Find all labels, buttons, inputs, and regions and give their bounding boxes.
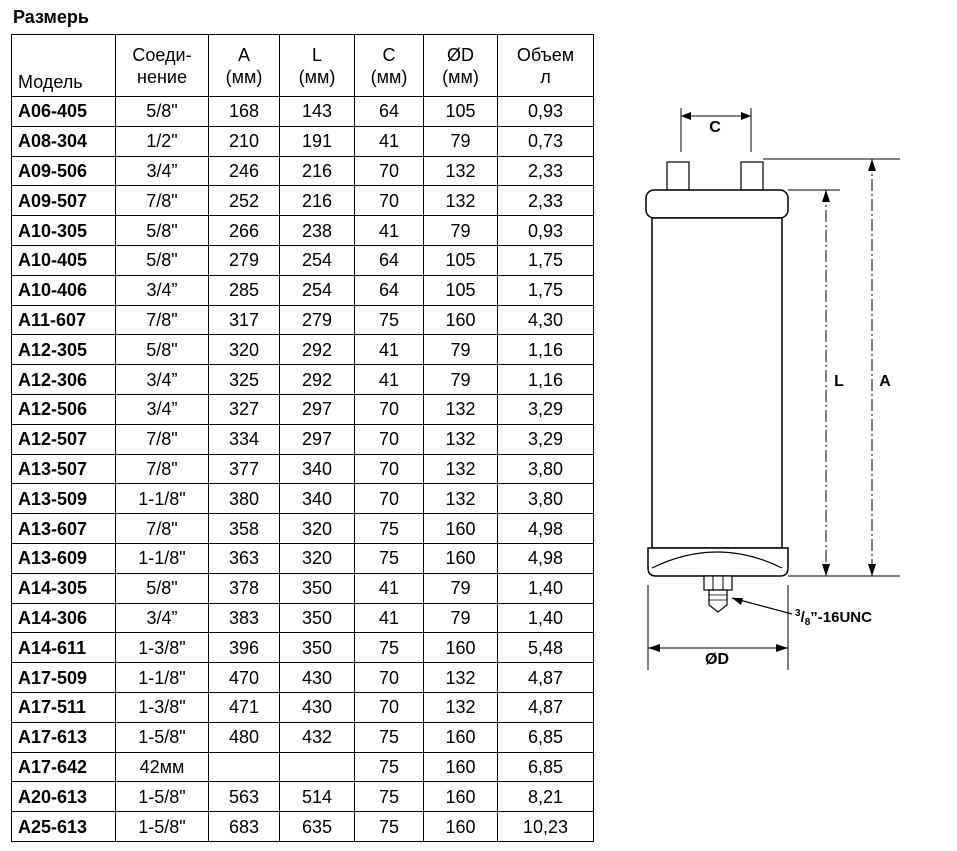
table-cell: 471 xyxy=(209,692,280,722)
model-cell: A12-305 xyxy=(12,335,116,365)
table-cell: 75 xyxy=(355,722,424,752)
table-cell: 3,29 xyxy=(498,424,594,454)
table-cell: 380 xyxy=(209,484,280,514)
model-cell: A08-304 xyxy=(12,126,116,156)
table-cell: 160 xyxy=(424,782,498,812)
table-cell: 3/4” xyxy=(116,275,209,305)
table-cell: 105 xyxy=(424,97,498,127)
table-cell: 210 xyxy=(209,126,280,156)
table-row xyxy=(12,186,594,216)
table-cell: 168 xyxy=(209,97,280,127)
table-cell: 6,85 xyxy=(498,752,594,782)
table-row xyxy=(12,663,594,693)
thread-leader-arrow xyxy=(732,598,743,605)
table-row xyxy=(12,514,594,544)
table-cell: 1-3/8" xyxy=(116,692,209,722)
table-cell: 383 xyxy=(209,603,280,633)
table-cell: 4,98 xyxy=(498,543,594,573)
table-cell: 70 xyxy=(355,663,424,693)
table-row xyxy=(12,543,594,573)
top-cap xyxy=(646,190,788,218)
table-cell: 160 xyxy=(424,543,498,573)
table-cell: 279 xyxy=(209,245,280,275)
table-cell: 340 xyxy=(280,484,355,514)
table-cell: 160 xyxy=(424,722,498,752)
dimensions-table xyxy=(11,34,594,842)
table-cell: 64 xyxy=(355,245,424,275)
table-cell: 292 xyxy=(280,335,355,365)
model-cell: A10-405 xyxy=(12,245,116,275)
table-cell: 216 xyxy=(280,186,355,216)
table-cell: 317 xyxy=(209,305,280,335)
table-cell: 292 xyxy=(280,365,355,395)
c-arrow-left xyxy=(681,112,691,120)
model-cell: A14-305 xyxy=(12,573,116,603)
model-cell: A13-507 xyxy=(12,454,116,484)
table-cell: 41 xyxy=(355,573,424,603)
table-cell: 2,33 xyxy=(498,186,594,216)
table-cell: 191 xyxy=(280,126,355,156)
column-header-2 xyxy=(209,35,280,97)
receiver-dimension-drawing xyxy=(600,90,920,690)
table-cell: 1-5/8" xyxy=(116,722,209,752)
table-cell: 514 xyxy=(280,782,355,812)
column-header-line2: Модель xyxy=(18,72,83,92)
c-label: C xyxy=(709,119,721,136)
outlet-fitting xyxy=(741,162,763,190)
table-cell: 10,23 xyxy=(498,812,594,842)
table-row xyxy=(12,394,594,424)
model-cell: A25-613 xyxy=(12,812,116,842)
column-header-line1: ØD xyxy=(447,44,474,65)
table-cell: 334 xyxy=(209,424,280,454)
model-cell: A12-306 xyxy=(12,365,116,395)
table-cell: 7/8" xyxy=(116,424,209,454)
table-cell: 75 xyxy=(355,752,424,782)
table-cell: 246 xyxy=(209,156,280,186)
model-cell: A14-306 xyxy=(12,603,116,633)
table-cell: 70 xyxy=(355,454,424,484)
l-arrow-bottom xyxy=(822,564,830,576)
table-cell: 5/8" xyxy=(116,335,209,365)
table-cell: 79 xyxy=(424,573,498,603)
table-cell: 3/4” xyxy=(116,156,209,186)
model-cell: A14-611 xyxy=(12,633,116,663)
column-header-4 xyxy=(355,35,424,97)
table-cell: 320 xyxy=(280,514,355,544)
table-cell: 350 xyxy=(280,573,355,603)
table-cell: 70 xyxy=(355,692,424,722)
model-cell: A06-405 xyxy=(12,97,116,127)
table-cell: 480 xyxy=(209,722,280,752)
table-cell: 252 xyxy=(209,186,280,216)
table-cell: 3,80 xyxy=(498,484,594,514)
table-cell: 216 xyxy=(280,156,355,186)
column-header-line2: (мм) xyxy=(370,66,408,87)
table-cell: 41 xyxy=(355,603,424,633)
table-row xyxy=(12,782,594,812)
table-cell: 4,87 xyxy=(498,692,594,722)
table-cell: 4,98 xyxy=(498,514,594,544)
table-cell: 320 xyxy=(209,335,280,365)
table-cell: 563 xyxy=(209,782,280,812)
table-cell: 64 xyxy=(355,275,424,305)
table-cell: 378 xyxy=(209,573,280,603)
table-row xyxy=(12,484,594,514)
model-cell: A17-509 xyxy=(12,663,116,693)
receiver-body xyxy=(652,218,782,548)
table-cell: 70 xyxy=(355,484,424,514)
table-cell: 683 xyxy=(209,812,280,842)
column-header-line2: (мм) xyxy=(442,66,479,87)
column-header-1 xyxy=(116,35,209,97)
table-cell: 75 xyxy=(355,305,424,335)
table-cell: 1,40 xyxy=(498,573,594,603)
table-row xyxy=(12,156,594,186)
mounting-nut xyxy=(704,576,732,590)
mounting-stud xyxy=(709,590,727,612)
table-cell: 0,93 xyxy=(498,97,594,127)
model-cell: A10-406 xyxy=(12,275,116,305)
table-cell: 70 xyxy=(355,156,424,186)
column-header-line2: л xyxy=(540,66,551,87)
table-cell: 79 xyxy=(424,365,498,395)
table-cell: 160 xyxy=(424,305,498,335)
column-header-line2: нение xyxy=(137,66,187,87)
table-row xyxy=(12,633,594,663)
model-cell: A12-506 xyxy=(12,394,116,424)
table-cell: 266 xyxy=(209,216,280,246)
table-row xyxy=(12,275,594,305)
table-cell: 75 xyxy=(355,633,424,663)
column-header-line1: L xyxy=(311,44,322,65)
table-cell: 7/8" xyxy=(116,454,209,484)
table-cell: 79 xyxy=(424,216,498,246)
column-header-5 xyxy=(424,35,498,97)
table-cell: 41 xyxy=(355,335,424,365)
table-row xyxy=(12,454,594,484)
table-header-row xyxy=(12,35,594,97)
model-cell: A17-642 xyxy=(12,752,116,782)
table-row xyxy=(12,752,594,782)
l-arrow-top xyxy=(822,190,830,202)
table-cell: 238 xyxy=(280,216,355,246)
table-cell: 132 xyxy=(424,394,498,424)
table-cell: 75 xyxy=(355,514,424,544)
table-row xyxy=(12,603,594,633)
table-cell: 377 xyxy=(209,454,280,484)
table-cell: 350 xyxy=(280,633,355,663)
table-cell: 160 xyxy=(424,633,498,663)
table-cell: 0,73 xyxy=(498,126,594,156)
table-cell: 143 xyxy=(280,97,355,127)
table-cell: 254 xyxy=(280,275,355,305)
c-arrow-right xyxy=(741,112,751,120)
table-cell: 470 xyxy=(209,663,280,693)
table-cell: 350 xyxy=(280,603,355,633)
column-header-line2: (мм) xyxy=(225,66,263,87)
table-cell: 2,33 xyxy=(498,156,594,186)
table-cell: 5,48 xyxy=(498,633,594,663)
table-cell xyxy=(280,752,355,782)
table-cell: 635 xyxy=(280,812,355,842)
table-cell: 64 xyxy=(355,97,424,127)
table-cell: 132 xyxy=(424,663,498,693)
table-row xyxy=(12,365,594,395)
table-row xyxy=(12,812,594,842)
table-cell: 358 xyxy=(209,514,280,544)
table-cell: 430 xyxy=(280,692,355,722)
table-row xyxy=(12,573,594,603)
d-arrow-right xyxy=(776,644,788,652)
d-label: ØD xyxy=(705,651,729,668)
table-cell: 105 xyxy=(424,275,498,305)
column-header-3 xyxy=(280,35,355,97)
table-cell: 132 xyxy=(424,692,498,722)
table-cell: 75 xyxy=(355,812,424,842)
table-cell: 75 xyxy=(355,543,424,573)
table-cell: 4,87 xyxy=(498,663,594,693)
table-row xyxy=(12,424,594,454)
table-cell: 160 xyxy=(424,752,498,782)
d-arrow-left xyxy=(648,644,660,652)
table-cell: 8,21 xyxy=(498,782,594,812)
model-cell: A17-511 xyxy=(12,692,116,722)
table-cell: 79 xyxy=(424,335,498,365)
table-cell: 432 xyxy=(280,722,355,752)
column-header-line2: (мм) xyxy=(298,66,336,87)
table-row xyxy=(12,216,594,246)
model-cell: A12-507 xyxy=(12,424,116,454)
table-cell: 1,75 xyxy=(498,275,594,305)
model-cell: A09-507 xyxy=(12,186,116,216)
table-cell: 285 xyxy=(209,275,280,305)
table-cell: 4,30 xyxy=(498,305,594,335)
table-cell: 3,29 xyxy=(498,394,594,424)
table-row xyxy=(12,97,594,127)
table-row xyxy=(12,126,594,156)
table-cell: 3/4” xyxy=(116,394,209,424)
a-arrow-bottom xyxy=(868,564,876,576)
model-cell: A17-613 xyxy=(12,722,116,752)
table-cell: 363 xyxy=(209,543,280,573)
table-body xyxy=(12,97,594,842)
table-cell: 297 xyxy=(280,424,355,454)
table-cell: 1-1/8" xyxy=(116,543,209,573)
thread-label: $^3/_8”-16UNC$ xyxy=(795,608,872,628)
table-row xyxy=(12,722,594,752)
table-cell: 1,40 xyxy=(498,603,594,633)
table-cell: 5/8" xyxy=(116,216,209,246)
table-cell: 105 xyxy=(424,245,498,275)
model-cell: A11-607 xyxy=(12,305,116,335)
column-header-line1: C xyxy=(382,44,396,65)
table-cell: 75 xyxy=(355,782,424,812)
table-cell: 6,85 xyxy=(498,722,594,752)
table-cell: 132 xyxy=(424,156,498,186)
table-cell: 327 xyxy=(209,394,280,424)
table-cell: 7/8" xyxy=(116,514,209,544)
table-cell: 1,16 xyxy=(498,365,594,395)
column-header-line1: Объем xyxy=(516,44,575,65)
table-cell: 1,75 xyxy=(498,245,594,275)
table-cell: 1/2" xyxy=(116,126,209,156)
table-cell: 340 xyxy=(280,454,355,484)
table-row xyxy=(12,335,594,365)
table-cell: 430 xyxy=(280,663,355,693)
table-cell: 297 xyxy=(280,394,355,424)
table-cell: 1-5/8" xyxy=(116,782,209,812)
table-cell: 5/8" xyxy=(116,245,209,275)
table-cell xyxy=(209,752,280,782)
table-cell: 132 xyxy=(424,186,498,216)
table-cell: 42мм xyxy=(116,752,209,782)
table-cell: 41 xyxy=(355,126,424,156)
table-cell: 3/4” xyxy=(116,603,209,633)
inlet-fitting xyxy=(667,162,689,190)
table-cell: 79 xyxy=(424,603,498,633)
table-cell: 5/8" xyxy=(116,573,209,603)
a-arrow-top xyxy=(868,159,876,171)
model-cell: A09-506 xyxy=(12,156,116,186)
table-cell: 1-1/8" xyxy=(116,663,209,693)
table-cell: 132 xyxy=(424,484,498,514)
column-header-line1: A xyxy=(237,44,250,65)
table-row xyxy=(12,245,594,275)
table-row xyxy=(12,305,594,335)
table-cell: 3/4” xyxy=(116,365,209,395)
table-cell: 3,80 xyxy=(498,454,594,484)
table-cell: 160 xyxy=(424,812,498,842)
table-cell: 1-5/8" xyxy=(116,812,209,842)
table-cell: 70 xyxy=(355,394,424,424)
model-cell: A13-609 xyxy=(12,543,116,573)
table-cell: 7/8" xyxy=(116,305,209,335)
table-cell: 132 xyxy=(424,424,498,454)
table-cell: 5/8" xyxy=(116,97,209,127)
model-cell: A13-607 xyxy=(12,514,116,544)
table-cell: 132 xyxy=(424,454,498,484)
table-cell: 160 xyxy=(424,514,498,544)
l-label: L xyxy=(834,373,844,390)
model-cell: A10-305 xyxy=(12,216,116,246)
table-cell: 41 xyxy=(355,365,424,395)
table-cell: 70 xyxy=(355,424,424,454)
table-cell: 41 xyxy=(355,216,424,246)
column-header-line1: Соеди- xyxy=(132,44,192,65)
table-cell: 7/8" xyxy=(116,186,209,216)
a-label: A xyxy=(879,373,891,390)
column-header-6 xyxy=(498,35,594,97)
table-cell: 320 xyxy=(280,543,355,573)
model-cell: A20-613 xyxy=(12,782,116,812)
table-cell: 70 xyxy=(355,186,424,216)
table-cell: 79 xyxy=(424,126,498,156)
table-cell: 1-1/8" xyxy=(116,484,209,514)
table-cell: 0,93 xyxy=(498,216,594,246)
table-row xyxy=(12,692,594,722)
model-cell: A13-509 xyxy=(12,484,116,514)
table-cell: 1,16 xyxy=(498,335,594,365)
table-cell: 1-3/8" xyxy=(116,633,209,663)
page-title: Размерь xyxy=(13,7,89,27)
column-header-0 xyxy=(12,35,116,97)
table-cell: 279 xyxy=(280,305,355,335)
table-cell: 396 xyxy=(209,633,280,663)
table-cell: 325 xyxy=(209,365,280,395)
table-cell: 254 xyxy=(280,245,355,275)
